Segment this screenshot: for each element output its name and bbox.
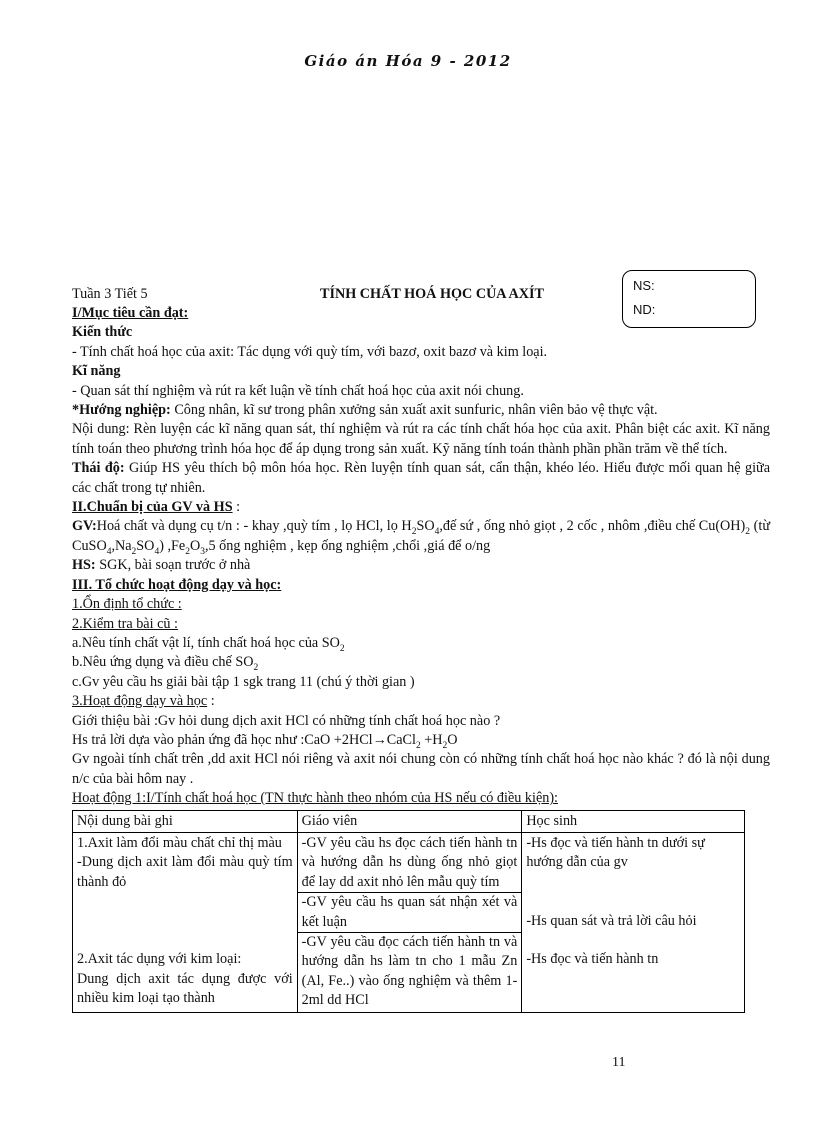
step-1: 1.Ổn định tổ chức : <box>72 596 182 613</box>
attitude-label: Thái độ: <box>72 460 125 477</box>
subscript: 2 <box>339 643 345 654</box>
gv-label: GV: <box>72 518 97 535</box>
content-item: 2.Axit tác dụng với kim loại: <box>77 951 242 968</box>
hs-label: HS: <box>72 557 96 574</box>
preparation-colon: : <box>232 499 241 516</box>
subscript: 4 <box>154 546 160 557</box>
skills-heading: Kĩ năng <box>72 363 121 380</box>
introduction: Giới thiệu bài :Gv hỏi dung dịch axit HCl có những tính chất hoá học nào ? <box>72 712 501 729</box>
reply-text: O <box>447 731 458 748</box>
gv-text: ,đế sứ , ống nhỏ giọt , 2 cốc , nhôm ,điều chế Cu(OH) <box>439 518 746 535</box>
page-number: 11 <box>612 1055 626 1070</box>
content-item: Dung dịch axit tác dụng được với nhiều kim loại tạo thành <box>77 970 293 1007</box>
question-b <box>72 653 770 672</box>
question-c: c.Gv yêu cầu hs giải bài tập 1 sgk trang 11 (chú ý thời gian ) <box>72 673 415 690</box>
knowledge-text: - Tính chất hoá học của axit: Tác dụng với quỳ tím, với bazơ, oxit bazơ và kim loại. <box>72 343 548 360</box>
step-3-title: 3.Hoạt động dạy và học <box>72 693 208 710</box>
question-b-text: b.Nêu ứng dụng và điều chế SO <box>72 654 254 671</box>
ns-label: NS: <box>633 278 655 293</box>
preparation-title: II.Chuẩn bị của GV và HS <box>72 499 233 516</box>
column-header-student: Học sinh <box>522 810 745 832</box>
subscript: 2 <box>131 546 137 557</box>
arrow-icon: → <box>372 731 387 748</box>
content-cell <box>73 832 298 1012</box>
gv-text: SO <box>136 537 155 554</box>
attitude-text: Giúp HS yêu thích bộ môn hóa học. Rèn luyện tính quan sát, cẩn thận, khéo léo. Hiểu được mối quan hệ giữa các chất trong tự nhiên. <box>72 460 770 496</box>
column-header-teacher: Giáo viên <box>297 810 522 832</box>
content-item: -Dung dịch axit làm đổi màu quỳ tím thành đỏ <box>77 854 293 890</box>
objectives-heading: I/Mục tiêu cần đạt: <box>72 305 189 321</box>
content-item: 1.Axit làm đổi màu chất chỉ thị màu <box>77 834 282 851</box>
student-item: -Hs đọc và tiến hành tn dưới sự hướng dẫn của gv <box>526 834 705 871</box>
subscript: 4 <box>106 546 112 557</box>
subscript: 3 <box>200 546 205 557</box>
teacher-cell <box>297 832 522 1012</box>
transition-text: Gv ngoài tính chất trên ,dd axit HCl nói riêng và axit nói chung còn có những tính chất hoá học nào khác ? đó là nội dung n/c của bài hôm nay . <box>72 751 770 787</box>
gv-text: Hoá chất và dụng cụ t/n : - khay ,quỳ tím , lọ HCl, lọ H <box>96 518 412 535</box>
teacher-item: -GV yêu cầu đọc cách tiến hành tn và hướng dẫn hs làm tn cho 1 mẫu Zn (Al, Fe..) vào ống nghiệm và thêm 1- 2ml dd HCl <box>301 934 518 1009</box>
subscript: 2 <box>415 740 421 751</box>
step-3 <box>72 692 770 711</box>
career-text: Công nhân, kĩ sư trong phân xưởng sản xuất axit sunfuric, nhân viên bảo vệ thực vật. <box>170 402 658 419</box>
subscript: 2 <box>745 527 751 538</box>
teacher-item: -GV yêu cầu hs đọc cách tiến hành tn và hướng dẫn hs dùng ống nhỏ giọt để lay dd axit nhỏ lên mẫu quỳ tím <box>298 834 522 893</box>
organization-heading: III. Tổ chức hoạt động dạy và học: <box>72 576 282 593</box>
gv-text: SO <box>416 518 435 535</box>
student-item: -Hs đọc và tiến hành tn <box>526 951 659 968</box>
gv-text: ) ,Fe <box>159 537 186 554</box>
gv-text: ,Na <box>111 537 132 554</box>
gv-text: ,5 ống nghiệm , kẹp ống nghiệm ,chổi ,giá để o/ng <box>204 537 491 554</box>
knowledge-heading: Kiến thức <box>72 324 133 341</box>
table-row <box>73 832 745 1012</box>
question-a-text: a.Nêu tính chất vật lí, tính chất hoá học của SO <box>72 634 340 651</box>
skills-text: - Quan sát thí nghiệm và rút ra kết luận về tính chất hoá học của axit nói chung. <box>72 382 524 399</box>
hs-text: SGK, bài soạn trước ở nhà <box>95 557 251 574</box>
attitude-paragraph <box>72 459 770 498</box>
reply-text: CaCl <box>386 731 416 748</box>
lesson-title: TÍNH CHẤT HOÁ HỌC CỦA AXÍT <box>320 286 545 302</box>
question-a <box>72 634 770 653</box>
preparation-heading <box>72 498 770 517</box>
running-header: Giáo án Hóa 9 - 2012 <box>304 52 512 70</box>
teacher-item: -GV yêu cầu hs quan sát nhận xét và kết luận <box>298 893 522 933</box>
career-label: *Hướng nghiệp: <box>72 402 171 419</box>
subscript: 4 <box>434 527 440 538</box>
student-materials <box>72 556 770 575</box>
activity-heading: Hoạt động 1:I/Tính chất hoá học (TN thực hành theo nhóm của HS nếu có điều kiện): <box>72 790 558 807</box>
subscript: 2 <box>185 546 190 557</box>
student-reply <box>72 731 770 750</box>
subscript: 2 <box>442 740 448 751</box>
nd-label: ND: <box>633 302 656 317</box>
column-header-content: Nội dung bài ghi <box>73 810 298 832</box>
step-3-colon: : <box>207 693 215 710</box>
title-row <box>72 285 770 304</box>
table-header-row <box>73 810 745 832</box>
gv-text: (từ CuSO <box>72 518 771 554</box>
gv-text: O <box>189 537 201 554</box>
reply-text: +H <box>420 731 443 748</box>
content-paragraph: Nội dung: Rèn luyện các kĩ năng quan sát, thí nghiệm và rút ra các tính chất hóa học của axit. Phân biệt các axit. Kĩ năng tính toán theo phương trình hóa học để áp dụng trong sản xuất. Kỹ năng tính toán thành phần phần trăm về thể tích. <box>72 421 770 457</box>
subscript: 2 <box>253 663 259 674</box>
week-period: Tuần 3 Tiết 5 <box>72 286 148 302</box>
step-2: 2.Kiểm tra bài cũ : <box>72 615 178 632</box>
activity-table <box>72 810 745 1013</box>
reply-text: Hs trả lời dựa vào phản ứng đã học như :CaO +2HCl <box>72 731 373 748</box>
lesson-body <box>72 285 770 1013</box>
subscript: 2 <box>411 527 417 538</box>
student-cell <box>522 832 745 1012</box>
career-paragraph <box>72 401 770 420</box>
teacher-materials <box>72 517 770 556</box>
student-item: -Hs quan sát và trả lời câu hỏi <box>526 912 697 929</box>
